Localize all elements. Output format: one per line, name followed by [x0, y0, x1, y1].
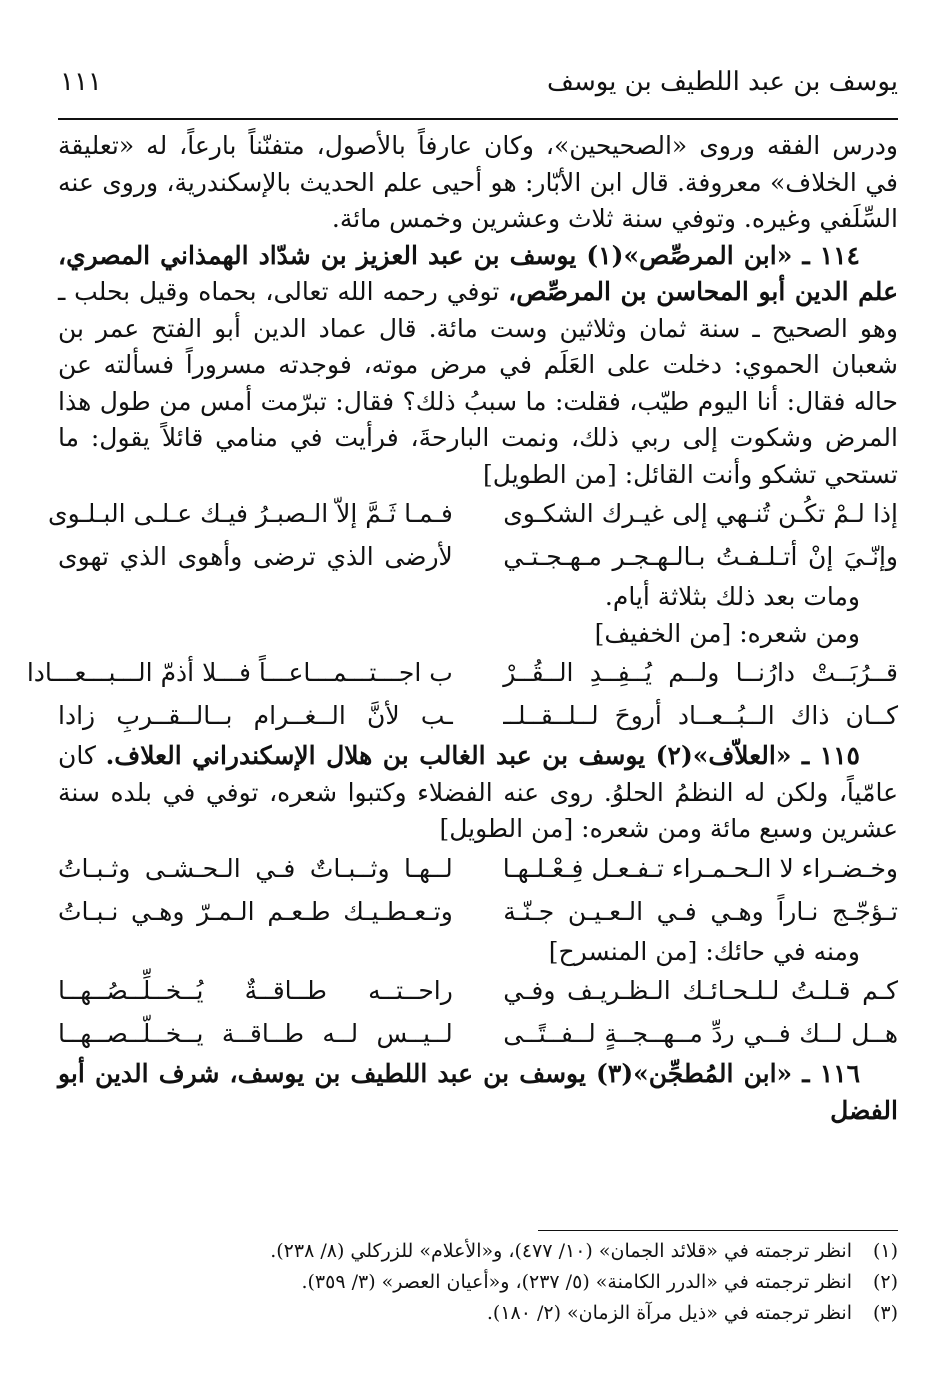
verse-first-hemistich: كــان ذاك الــبُــعــاد أروحَ لــلــقــلــ [503, 701, 898, 731]
footnote-text: انظر ترجمته في «الدرر الكامنة» (٥/ ٢٣٧)، و«أعيان العصر» (٣/ ٣٥٩). [301, 1271, 852, 1293]
entry-114-heading: ١١٤ ـ «ابن المرصِّص»(١) يوسف بن عبد العزيز بن شدّاد الهمذاني المصري، علم الدين أبو المحاسن بن المرصِّص، [58, 240, 898, 306]
entry-114 [58, 238, 898, 494]
footnote-text: انظر ترجمته في «ذيل مرآة الزمان» (٢/ ١٨٠). [486, 1302, 852, 1324]
entry-116-heading: ١١٦ ـ «ابن المُطجِّن»(٣) يوسف بن عبد اللطيف بن يوسف، شرف الدين أبو الفضل [58, 1059, 898, 1125]
page-header [60, 62, 898, 102]
footnote-number: (٣) [872, 1302, 898, 1324]
verse-second-hemistich: لــيــس لــه طــاقــة يــخــلّــصــهــا [58, 1019, 453, 1049]
header-rule [58, 118, 898, 120]
paragraph-continuation: ودرس الفقه وروى «الصحيحين»، وكان عارفاً بالأصول، متفنّناً بارعاً، له «تعليقة في الخلاف» معروفة. قال ابن الأبّار: هو أحيى علم الحديث بالإسكندرية، وروى عنه السِّلَفي وغيره. وتوفي سنة ثلاث وعشرين وخمس مائة. [58, 131, 898, 233]
entry-115 [58, 738, 898, 848]
footnote [58, 1298, 898, 1329]
page-number: ١١١ [60, 67, 102, 97]
verse-second-hemistich: ـب لأنَّ الــغــرام بــالــقــربِ زادا [58, 701, 453, 731]
entry-114-body: توفي رحمه الله تعالى، بحماه وقيل بحلب ـ وهو الصحيح ـ سنة ثمان وثلاثين وست مائة. قال عماد الدين أبو الفتح عمر بن شعبان الحموي: دخلت على العَلَم في مرض موته، فوجدته مسروراً فسألته عن حاله فقال: أنا اليوم طيّب، فقلت: ما سببُ ذلك؟ فقال: تبرّمت أمس من طول هذا المرض وشكوت إلى ربي ذلك، ونمت البارحةَ، فرأيت في منامي قائلاً يقول: ما تستحي تشكو وأنت القائل: [من الطويل] [58, 277, 898, 489]
running-title: يوسف بن عبد اللطيف بن يوسف [547, 67, 898, 97]
verse-second-hemistich: لــهـا وثــبـاتٌ فـي الـحـشـى وثـبـاتُ [58, 853, 453, 883]
poetry-intro: ومن شعره: [من الخفيف] [594, 618, 860, 648]
poetry-intro: ومنه في حائك: [من المنسرح] [548, 936, 860, 966]
footnote-rule [538, 1230, 898, 1231]
verse-block-2 [26, 652, 898, 738]
footnote-text: انظر ترجمته في «قلائد الجمان» (١٠/ ٤٧٧)، و«الأعلام» للزركلي (٨/ ٢٣٨). [270, 1240, 852, 1262]
verse-line [58, 695, 898, 738]
footnote [58, 1236, 898, 1267]
verse-second-hemistich: ب اجـــتـــمـــاعـــاً فـــلا أذمّ الـــبـــعـــادا [26, 658, 453, 688]
verse-first-hemistich: هــل لــك فــي ردِّ مــهــجــةٍ لــفــتًــى [503, 1019, 898, 1049]
verse-second-hemistich: راحــتــه طــاقــةٌ يُــخــلِّــصُــهــا [58, 976, 453, 1006]
verse-line [58, 891, 898, 934]
verse-block-3 [58, 848, 898, 934]
verse-block-1 [48, 493, 898, 579]
footnotes [58, 1236, 898, 1329]
verse-second-hemistich: وتـعـطـيـك طـعـم الـمـرّ وهـي نـبـاتُ [58, 896, 453, 926]
main-text [26, 128, 898, 1129]
entry-115-heading: ١١٥ ـ «العلاّف»(٢) يوسف بن عبد الغالب بن هلال الإسكندراني العلاف. [105, 741, 860, 770]
verse-line [48, 493, 898, 536]
verse-second-hemistich: فـمـا ثَـمَّ إلاّ الـصبـرُ فيـك عـلـى البـلـوى [48, 499, 453, 529]
verse-line [58, 970, 898, 1013]
verse-first-hemistich: وخـضـراء لا الـحـمـراء تـفـعـل فِـعْـلـهـا [502, 853, 898, 883]
verse-first-hemistich: إذا لـمْ تكُـن تُنـهي إلى غيـرك الشكـوى [503, 499, 898, 529]
verse-block-4 [58, 970, 898, 1056]
verse-first-hemistich: كـم قـلـتُ لـلـحـائـك الـظـريـف وفـي [503, 976, 898, 1006]
footnote-number: (١) [872, 1240, 898, 1262]
footnote [58, 1267, 898, 1298]
verse-first-hemistich: وإنّـيَ إنْ أتـلـفـتُ بـالـهـجـر مـهـجـتـي [503, 542, 898, 572]
verse-line [58, 1013, 898, 1056]
after-verse-text: ومات بعد ذلك بثلاثة أيام. [604, 582, 860, 611]
entry-115-body: كان عامّياً، ولكن له النظمُ الحلوُ. روى عنه الفضلاء وكتبوا شعره، توفي في بلده سنة عشرين وسبع مائة ومن شعره: [من الطويل] [58, 741, 898, 843]
verse-second-hemistich: لأرضى الذي ترضى وأهوى الذي تهوى [58, 542, 453, 572]
footnote-number: (٢) [872, 1271, 898, 1293]
verse-first-hemistich: قــرُبَــتْ دارُنــا ولــم يُــفِــدِ الــقُــرْ [503, 658, 898, 688]
verse-first-hemistich: تـؤجّـج نـاراً وهـي فـي الـعـيـن جـنّـة [503, 896, 898, 926]
verse-line [58, 848, 898, 891]
verse-line [26, 652, 898, 695]
verse-line [58, 536, 898, 579]
